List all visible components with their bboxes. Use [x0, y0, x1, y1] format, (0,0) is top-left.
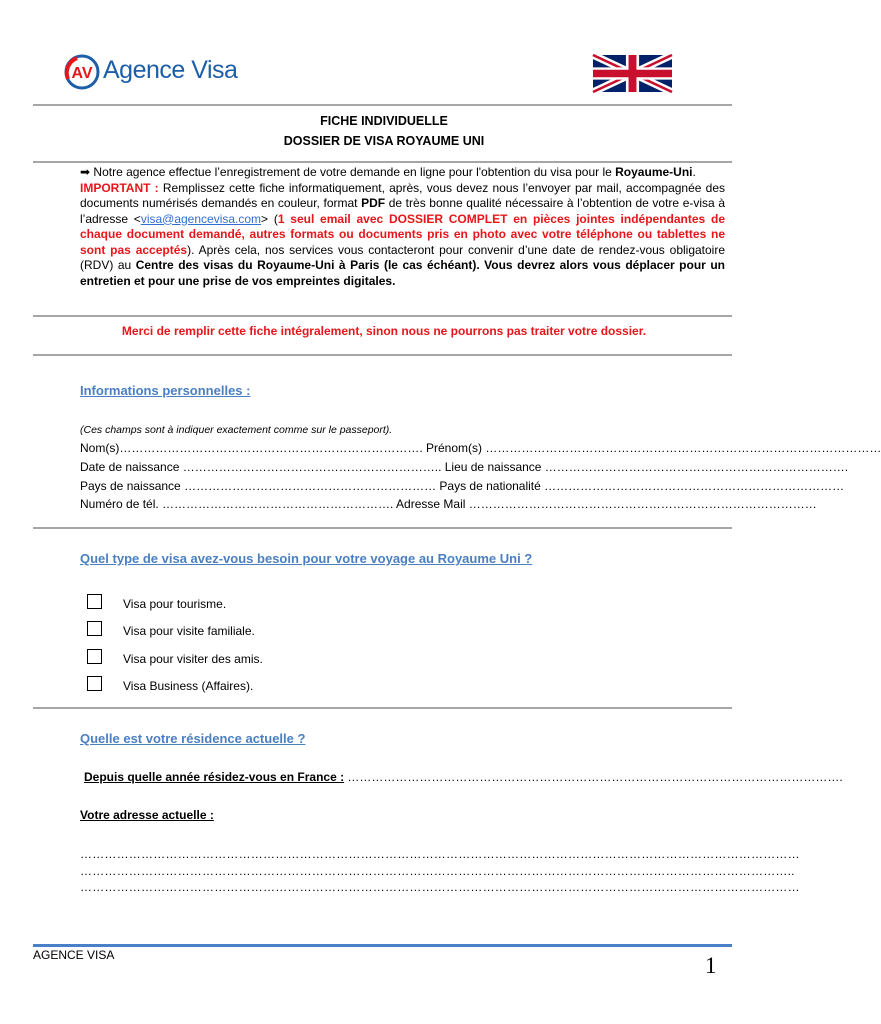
- footer-brand: AGENCE VISA: [33, 948, 115, 962]
- agence-visa-logo: [63, 52, 263, 92]
- address-line-1[interactable]: ……………………………………………………………………………………………………………………………………………………………: [80, 847, 800, 861]
- passport-note: (Ces champs sont à indiquer exactement comme sur le passeport).: [80, 424, 393, 436]
- personal-info-heading: Informations personnelles :: [80, 383, 251, 398]
- residence-heading: Quelle est votre résidence actuelle ?: [80, 731, 306, 746]
- pdf-format: PDF: [361, 196, 386, 210]
- divider: [33, 707, 732, 709]
- intro-text: ). Après cela, nos services vous contacteront pour convenir d’une date de rendez-vous obligatoire (RDV) au: [80, 242, 726, 272]
- address-label-row: [80, 808, 732, 822]
- name-fields-row[interactable]: Nom(s)…………………………………………………………………. Prénom(s) ………………………………………………………………………………………: [80, 441, 881, 455]
- document-title: FICHE INDIVIDUELLE: [320, 114, 448, 128]
- divider: [33, 354, 732, 356]
- intro-text: Remplissez cette fiche informatiquement, après, vous devez nous l’envoyer par mail, accompagnée des documents numérisés demandés en couleur, format: [80, 180, 726, 210]
- intro-line-1: [80, 165, 725, 181]
- checkbox[interactable]: [87, 649, 102, 664]
- residence-since-label: Depuis quelle année résidez-vous en France :: [84, 770, 345, 784]
- checkbox[interactable]: [87, 594, 102, 609]
- intro-body: [80, 181, 725, 290]
- intro-text: .: [692, 165, 696, 179]
- country-name: Royaume-Uni: [615, 165, 693, 179]
- checkbox[interactable]: [87, 676, 102, 691]
- completion-notice: Merci de remplir cette fiche intégralement, sinon nous ne pourrons pas traiter votre dossier.: [121, 324, 647, 338]
- country-fields-row[interactable]: Pays de naissance ……………………………………………………… Pays de nationalité …………………………………………………………………: [80, 479, 845, 493]
- email-requirements: 1 seul email avec DOSSIER COMPLET en pièces jointes indépendantes de chaque document demandé, autres formats ou documents pris en photo avec votre téléphone ou tablettes ne sont pas acceptés: [80, 211, 725, 257]
- email-link[interactable]: visa@agencevisa.com: [140, 211, 262, 226]
- residence-since-row[interactable]: [84, 770, 843, 784]
- visa-option-label: Visa pour tourisme.: [123, 597, 227, 611]
- arrow-icon: ➡: [80, 165, 91, 179]
- divider: [33, 161, 732, 163]
- intro-paragraph: [80, 165, 725, 289]
- footer-divider: [33, 944, 732, 947]
- address-line-2[interactable]: …………………………………………………………………………………………………………………………………………………………..: [80, 864, 795, 878]
- logo-text: Agence Visa: [103, 56, 238, 84]
- visa-option-label: Visa pour visite familiale.: [123, 624, 255, 638]
- visa-centre-info: Centre des visas du Royaume-Uni à Paris (le cas échéant). Vous devrez alors vous déplacer pour un entretien et pour une prise de vos empreintes digitales.: [80, 258, 726, 288]
- intro-text: Notre agence effectue l’enregistrement de votre demande en ligne pour l'obtention du visa pour le: [90, 165, 616, 179]
- divider: [33, 104, 732, 106]
- document-subtitle: DOSSIER DE VISA ROYAUME UNI: [283, 134, 485, 148]
- divider: [33, 527, 732, 529]
- intro-text: > (: [261, 211, 278, 226]
- important-label: IMPORTANT :: [80, 180, 159, 195]
- birth-fields-row[interactable]: Date de naissance ……………………………………………………….. Lieu de naissance ………………………………………………………………….: [80, 460, 849, 474]
- divider: [33, 315, 732, 317]
- visa-option-label: Visa Business (Affaires).: [123, 679, 254, 693]
- logo-emblem-icon: [63, 53, 101, 91]
- page-number: 1: [705, 953, 717, 978]
- intro-text: de très bonne qualité nécessaire à l’obtention de votre e-visa à l’adresse <: [80, 196, 725, 226]
- visa-type-heading: Quel type de visa avez-vous besoin pour votre voyage au Royaume Uni ?: [80, 551, 533, 566]
- contact-fields-row[interactable]: Numéro de tél. …………………………………………………. Adresse Mail ……………………………………………………………………………: [80, 497, 817, 511]
- checkbox[interactable]: [87, 621, 102, 636]
- united-kingdom-flag-icon: [593, 55, 672, 92]
- logo-initials: AV: [71, 65, 93, 82]
- address-label: Votre adresse actuelle :: [80, 808, 214, 822]
- visa-option-label: Visa pour visiter des amis.: [123, 652, 263, 666]
- residence-since-field[interactable]: …………………………………………………………………………………………………………….: [344, 770, 843, 784]
- address-line-3[interactable]: ……………………………………………………………………………………………………………………………………………………………: [80, 880, 800, 894]
